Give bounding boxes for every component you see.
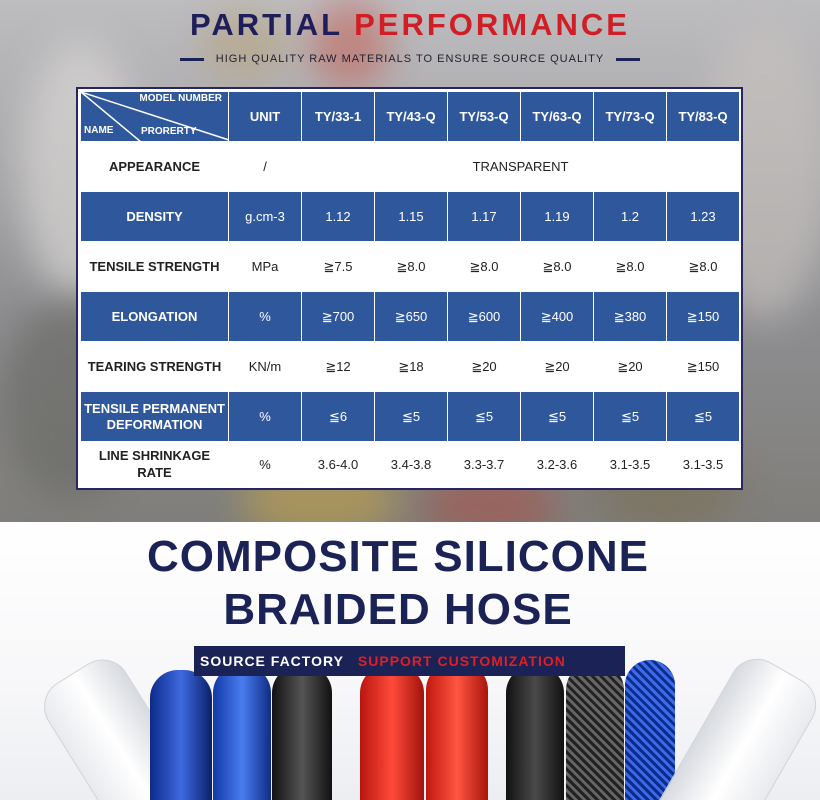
hose-black [506,665,564,800]
row-name: APPEARANCE [81,142,229,192]
table-row [81,392,740,442]
hose-red [360,665,424,800]
table-cell: 3.1-3.5 [594,442,667,487]
divider-left [180,58,204,61]
hose-black [272,665,332,800]
spec-table [80,91,740,487]
subtitle-text: HIGH QUALITY RAW MATERIALS TO ENSURE SOURCE QUALITY [215,53,605,65]
row-unit: % [229,442,302,487]
headline-line-2: BRAIDED HOSE [223,585,573,634]
table-cell: ≧7.5 [302,242,375,292]
row-unit: g.cm-3 [229,192,302,242]
table-row [81,192,740,242]
product-banner [0,522,820,800]
table-cell: ≧400 [521,292,594,342]
table-cell: ≧20 [521,342,594,392]
tagline-badge [194,646,625,676]
row-name: TENSILE STRENGTH [81,242,229,292]
corner-property: PRORERTY [141,126,197,137]
row-name [81,392,229,442]
table-cell: ≦5 [521,392,594,442]
table-header-row [81,92,740,142]
hose-blue [213,665,271,800]
table-cell: ≦5 [375,392,448,442]
appearance-value: TRANSPARENT [302,142,740,192]
table-cell: ≧8.0 [448,242,521,292]
row-name-line: DEFORMATION [106,416,203,432]
table-cell: ≧12 [302,342,375,392]
corner-model-number: MODEL NUMBER [139,93,222,104]
divider-right [616,58,640,61]
table-cell: ≦6 [302,392,375,442]
row-name-line: LINE SHRINKAGE [98,448,211,463]
table-cell: ≦5 [667,392,740,442]
table-cell: ≧8.0 [594,242,667,292]
title-part-1: PARTIAL [190,7,343,42]
hose-braided-black [566,662,624,800]
table-cell: ≧600 [448,292,521,342]
table-cell: 3.2-3.6 [521,442,594,487]
table-row [81,342,740,392]
hose-red [426,662,488,800]
section-subtitle [0,50,820,68]
row-unit: % [229,292,302,342]
table-cell: 3.6-4.0 [302,442,375,487]
table-cell: 1.15 [375,192,448,242]
model-header: TY/83-Q [667,92,740,142]
row-name [81,442,229,487]
section-title [0,6,820,44]
row-unit: % [229,392,302,442]
table-row [81,442,740,487]
table-cell: 3.3-3.7 [448,442,521,487]
table-cell: ≧150 [667,292,740,342]
table-cell: ≧150 [667,342,740,392]
corner-cell [81,92,229,142]
table-cell: ≧700 [302,292,375,342]
model-header: TY/43-Q [375,92,448,142]
table-row [81,242,740,292]
table-row [81,142,740,192]
row-unit: KN/m [229,342,302,392]
table-cell: ≧650 [375,292,448,342]
table-cell: ≦5 [594,392,667,442]
table-cell: 1.2 [594,192,667,242]
table-cell: 3.4-3.8 [375,442,448,487]
table-cell: ≧20 [594,342,667,392]
badge-support-customization: SUPPORT CUSTOMIZATION [357,653,566,669]
model-header: TY/63-Q [521,92,594,142]
row-unit: / [229,142,302,192]
table-cell: 3.1-3.5 [667,442,740,487]
unit-header: UNIT [229,92,302,142]
table-cell: ≧8.0 [667,242,740,292]
model-header: TY/33-1 [302,92,375,142]
badge-source-factory: SOURCE FACTORY [200,653,344,669]
spec-table-frame [76,87,743,490]
corner-name: NAME [84,125,114,136]
table-cell: ≧20 [448,342,521,392]
table-cell: 1.19 [521,192,594,242]
row-name: TEARING STRENGTH [81,342,229,392]
table-cell: ≧8.0 [375,242,448,292]
row-name-line: RATE [137,465,172,480]
hose-braided-blue [625,660,675,800]
table-cell: ≧18 [375,342,448,392]
table-cell: 1.23 [667,192,740,242]
row-name-line: TENSILE PERMANENT [84,400,225,416]
row-unit: MPa [229,242,302,292]
model-header: TY/73-Q [594,92,667,142]
table-cell: 1.12 [302,192,375,242]
row-name: DENSITY [81,192,229,242]
table-cell: ≦5 [448,392,521,442]
title-part-2: PERFORMANCE [354,7,630,42]
hose-blue [150,670,212,800]
model-header: TY/53-Q [448,92,521,142]
table-cell: ≧8.0 [521,242,594,292]
row-name: ELONGATION [81,292,229,342]
table-cell: ≧380 [594,292,667,342]
headline-line-1: COMPOSITE SILICONE [146,532,650,581]
table-row [81,292,740,342]
table-cell: 1.17 [448,192,521,242]
